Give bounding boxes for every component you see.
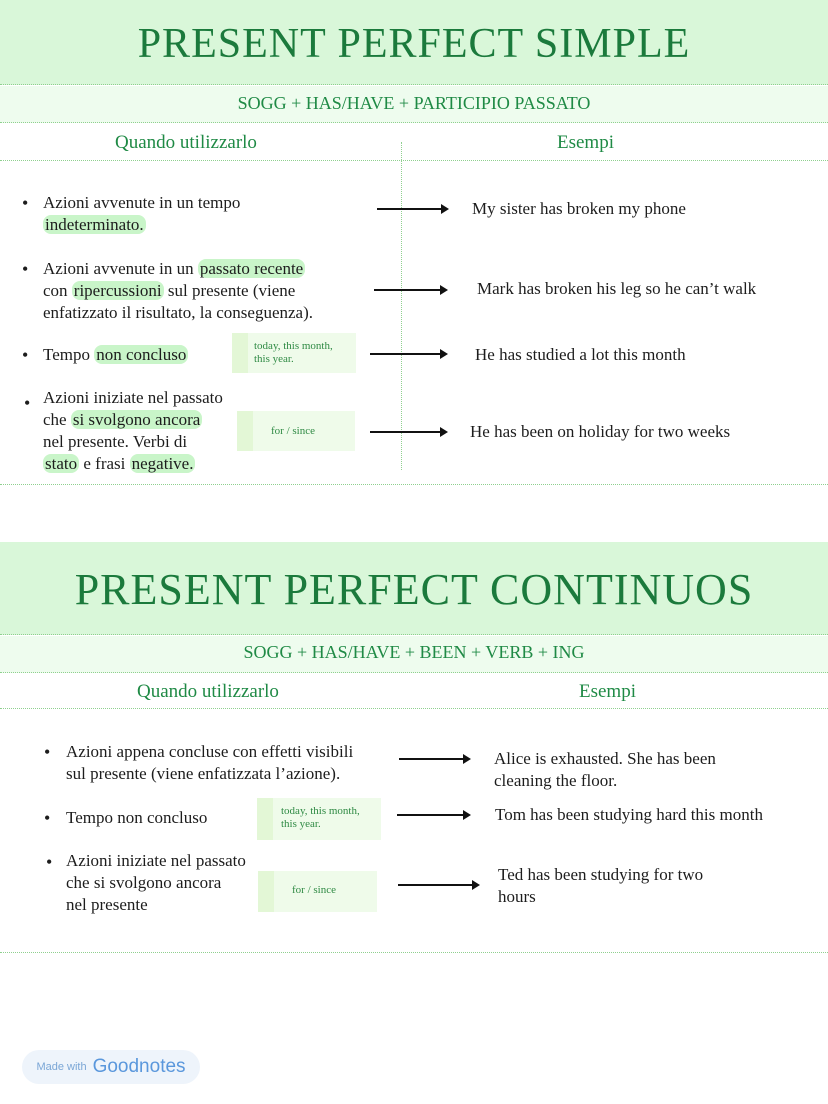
usage-item-1 bbox=[43, 192, 363, 236]
s2-usage-item-3 bbox=[66, 850, 276, 916]
section2-formula: SOGG + HAS/HAVE + BEEN + VERB + ING bbox=[243, 642, 585, 662]
usage-text: che bbox=[43, 410, 67, 429]
usage-text: con bbox=[43, 281, 68, 300]
goodnotes-logo: Goodnotes bbox=[92, 1056, 186, 1077]
time-expressions-tag bbox=[257, 798, 381, 840]
arrow-icon bbox=[397, 814, 469, 816]
section1-formula: SOGG + HAS/HAVE + PARTICIPIO PASSATO bbox=[237, 93, 591, 113]
usage-text: sul presente (viene bbox=[167, 281, 296, 300]
usage-text: Tempo non concluso bbox=[66, 808, 208, 827]
goodnotes-badge[interactable] bbox=[22, 1050, 200, 1084]
section2-col-usage: Quando utilizzarlo bbox=[137, 681, 279, 702]
arrow-icon bbox=[374, 289, 446, 291]
section1-title: PRESENT PERFECT SIMPLE bbox=[137, 21, 691, 67]
bullet: • bbox=[22, 193, 29, 213]
s2-example-2: Tom has been studying hard this month bbox=[495, 805, 763, 824]
section2-title: PRESENT PERFECT CONTINUOS bbox=[74, 565, 754, 614]
bullet: • bbox=[22, 259, 29, 279]
highlight: ripercussioni bbox=[73, 281, 162, 300]
section1-col-examples: Esempi bbox=[557, 132, 614, 153]
s2-example-1 bbox=[494, 748, 716, 792]
tag-text: for / since bbox=[292, 884, 336, 896]
usage-text: nel presente. Verbi di bbox=[43, 432, 188, 451]
example-3: He has studied a lot this month bbox=[475, 345, 686, 364]
time-expressions-tag bbox=[232, 333, 356, 373]
section1-formula-band bbox=[0, 86, 828, 123]
section1-column-divider bbox=[401, 142, 402, 470]
usage-item-2 bbox=[43, 258, 373, 324]
example-text: Ted has been studying for two bbox=[498, 865, 704, 884]
bullet: • bbox=[46, 852, 53, 872]
example-1: My sister has broken my phone bbox=[472, 199, 686, 218]
example-text: cleaning the floor. bbox=[494, 771, 618, 790]
bullet: • bbox=[24, 393, 31, 413]
usage-text: Azioni iniziate nel passato bbox=[43, 388, 223, 407]
usage-item-3 bbox=[43, 344, 188, 366]
section2-formula-band bbox=[0, 636, 828, 673]
example-text: Alice is exhausted. She has been bbox=[494, 749, 716, 768]
section1-bottom-divider bbox=[0, 484, 828, 485]
section1-header-divider bbox=[0, 160, 828, 161]
for-since-tag bbox=[237, 411, 355, 451]
s2-usage-item-1 bbox=[66, 741, 406, 785]
arrow-icon bbox=[398, 884, 478, 886]
example-2: Mark has broken his leg so he can’t walk bbox=[477, 279, 757, 298]
arrow-icon bbox=[377, 208, 447, 210]
usage-text: Azioni appena concluse con effetti visibili bbox=[66, 742, 354, 761]
s2-usage-item-2 bbox=[66, 807, 207, 829]
bullet: • bbox=[22, 345, 29, 365]
section2-col-examples: Esempi bbox=[579, 681, 636, 702]
bullet: • bbox=[44, 742, 51, 762]
made-with-label: Made with bbox=[36, 1061, 87, 1073]
usage-text: e frasi bbox=[83, 454, 126, 473]
arrow-icon bbox=[399, 758, 469, 760]
highlight: passato recente bbox=[199, 259, 304, 278]
tag-text: today, this month, bbox=[281, 805, 360, 817]
usage-text: Tempo bbox=[43, 345, 90, 364]
usage-text: Azioni avvenute in un tempo bbox=[43, 193, 241, 212]
usage-text: enfatizzato il risultato, la conseguenza). bbox=[43, 303, 313, 322]
section1-col-usage: Quando utilizzarlo bbox=[115, 132, 257, 153]
s2-example-3 bbox=[498, 864, 703, 908]
arrow-icon bbox=[370, 431, 446, 433]
usage-text: Azioni iniziate nel passato bbox=[66, 851, 246, 870]
bullet: • bbox=[44, 808, 51, 828]
for-since-tag bbox=[258, 871, 377, 912]
highlight: negative. bbox=[131, 454, 194, 473]
usage-text: nel presente bbox=[66, 895, 148, 914]
tag-text: this year. bbox=[281, 818, 321, 830]
section1-title-band bbox=[0, 0, 828, 85]
example-4: He has been on holiday for two weeks bbox=[470, 422, 731, 441]
example-text: hours bbox=[498, 887, 536, 906]
highlight: stato bbox=[45, 454, 78, 473]
highlight: non concluso bbox=[96, 345, 187, 364]
section2-header-divider bbox=[0, 708, 828, 709]
tag-text: today, this month, bbox=[254, 340, 333, 352]
section2-bottom-divider bbox=[0, 952, 828, 953]
usage-text: Azioni avvenute in un bbox=[43, 259, 194, 278]
usage-text: che si svolgono ancora bbox=[66, 873, 222, 892]
tag-text: for / since bbox=[271, 425, 315, 437]
section2-title-band bbox=[0, 542, 828, 635]
tag-text: this year. bbox=[254, 353, 294, 365]
usage-item-4 bbox=[43, 387, 263, 475]
arrow-icon bbox=[370, 353, 446, 355]
highlight: indeterminato. bbox=[45, 215, 144, 234]
usage-text: sul presente (viene enfatizzata l’azione). bbox=[66, 764, 341, 783]
highlight: si svolgono ancora bbox=[72, 410, 201, 429]
